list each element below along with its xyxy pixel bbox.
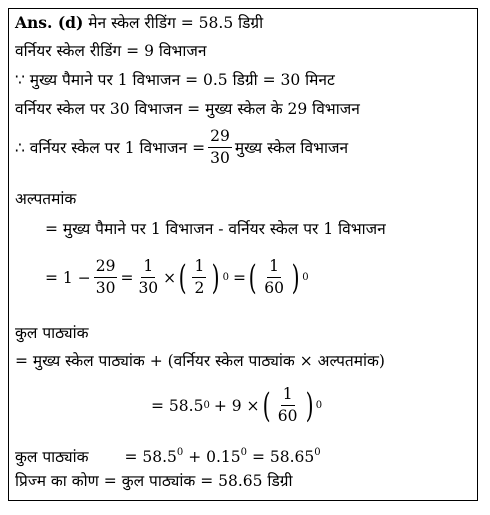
degree-mark: 0 bbox=[240, 447, 248, 458]
line-total-reading-result bbox=[15, 443, 321, 467]
fraction-1-60-b bbox=[276, 385, 300, 426]
left-paren: ( bbox=[178, 257, 187, 298]
left-paren: ( bbox=[248, 257, 257, 298]
fraction-29-30 bbox=[208, 127, 232, 168]
line-vernier-one-division bbox=[15, 127, 348, 168]
line-vernier-30-divisions: वर्नियर स्केल पर 30 विभाजन = मुख्य स्केल के 29 विभाजन bbox=[15, 100, 360, 118]
line-total-reading-substitution bbox=[151, 385, 322, 426]
line-main-division: ∵ मुख्य पैमाने पर 1 विभाजन = 0.5 डिग्री = 30 मिनट bbox=[15, 71, 335, 89]
line-least-count-calculation bbox=[45, 257, 309, 298]
left-paren: ( bbox=[262, 385, 271, 426]
result-value-c: = 58.65 bbox=[251, 448, 315, 466]
fraction-denominator: 30 bbox=[138, 279, 159, 297]
fraction-numerator: 29 bbox=[208, 127, 232, 148]
right-paren: ) bbox=[211, 257, 220, 298]
fraction-numerator: 1 bbox=[281, 385, 295, 406]
line-vernier-reading: वर्नियर स्केल रीडिंग = 9 विभाजन bbox=[15, 42, 207, 60]
degree-exponent: 0 bbox=[222, 271, 229, 283]
vernier-one-division-suffix: मुख्य स्केल विभाजन bbox=[234, 138, 349, 157]
fraction-1-30 bbox=[136, 257, 160, 298]
line-least-count-heading: अल्पतमांक bbox=[15, 190, 77, 208]
degree-exponent: 0 bbox=[315, 399, 323, 411]
fraction-denominator: 30 bbox=[210, 149, 230, 167]
equals-sign: = bbox=[120, 268, 134, 287]
vernier-one-division-prefix: ∴ वर्नियर स्केल पर 1 विभाजन = bbox=[15, 138, 206, 157]
right-paren: ) bbox=[291, 257, 300, 298]
fraction-numerator: 1 bbox=[192, 257, 206, 278]
fraction-numerator: 1 bbox=[141, 257, 155, 278]
line-total-reading-heading: कुल पाठ्यांक bbox=[15, 324, 89, 342]
fraction-numerator: 29 bbox=[94, 257, 118, 278]
times-sign: × bbox=[163, 268, 177, 287]
value-58-5: = 58.5 bbox=[151, 396, 204, 415]
fraction-denominator: 2 bbox=[194, 279, 205, 297]
equals-sign: = bbox=[232, 268, 246, 287]
fraction-denominator: 60 bbox=[277, 407, 298, 425]
fraction-1-2 bbox=[192, 257, 206, 298]
fraction-1-60 bbox=[262, 257, 286, 298]
line-prism-angle: प्रिज्म का कोण = कुल पाठ्यांक = 58.65 डिग्री bbox=[15, 472, 293, 490]
fraction-numerator: 1 bbox=[267, 257, 281, 278]
line-total-reading-formula: = मुख्य स्केल पाठ्यांक + (वर्नियर स्केल पाठ्यांक × अल्पतमांक) bbox=[15, 352, 385, 370]
right-paren: ) bbox=[305, 385, 314, 426]
degree-mark: 0 bbox=[314, 447, 321, 458]
degree-mark: 0 bbox=[176, 447, 184, 458]
solution-box bbox=[8, 8, 478, 501]
answer-label: Ans. (d) bbox=[15, 13, 84, 32]
main-scale-reading-text: मेन स्केल रीडिंग = 58.5 डिग्री bbox=[88, 14, 264, 32]
plus-nine-times: + 9 × bbox=[213, 396, 260, 415]
calc-one-minus: = 1 − bbox=[45, 268, 91, 287]
degree-mark: 0 bbox=[203, 399, 210, 411]
line-least-count-definition: = मुख्य पैमाने पर 1 विभाजन - वर्नियर स्केल पर 1 विभाजन bbox=[45, 220, 386, 238]
line-main-scale-reading bbox=[15, 13, 263, 33]
fraction-29-30-b bbox=[94, 257, 118, 298]
result-value-a: = 58.5 bbox=[124, 448, 177, 466]
fraction-denominator: 30 bbox=[95, 279, 116, 297]
total-reading-label: कुल पाठ्यांक bbox=[15, 448, 89, 466]
fraction-denominator: 60 bbox=[264, 279, 284, 297]
degree-exponent: 0 bbox=[302, 271, 309, 283]
result-value-b: + 0.15 bbox=[188, 448, 241, 466]
